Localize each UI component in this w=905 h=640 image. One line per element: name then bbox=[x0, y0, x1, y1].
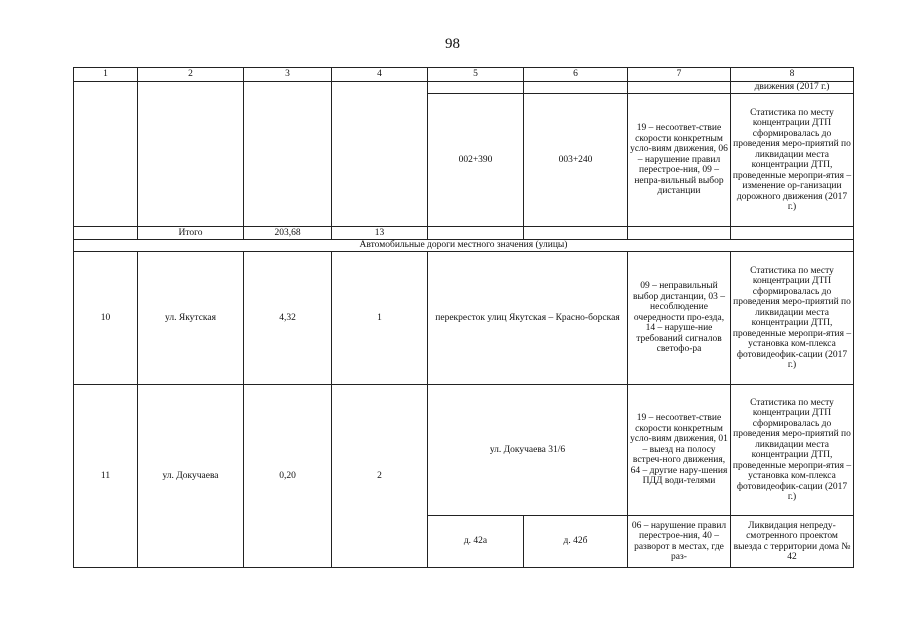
table-row bbox=[74, 252, 854, 385]
measures-cell: Статистика по месту концентрации ДТП сформировалась до проведения меро-приятий по ликвидации места концентрации ДТП, проведенные меропри-ятия – изменение ор-ганизации дорожного движения (2017 г.) bbox=[731, 94, 854, 227]
street-name: ул. Якутская bbox=[138, 252, 244, 385]
table-cell bbox=[524, 227, 628, 240]
from-cell: д. 42а bbox=[428, 516, 524, 568]
table-cell bbox=[428, 227, 524, 240]
table-cell bbox=[428, 82, 524, 94]
measures-cell: Статистика по месту концентрации ДТП сформировалась до проведения меро-приятий по ликвидации места концентрации ДТП, проведенные меропри-ятия – установка ком-плекса фотовидеофик-сации (2017 г.) bbox=[731, 252, 854, 385]
measures-cell: Статистика по месту концентрации ДТП сформировалась до проведения меро-приятий по ликвидации места концентрации ДТП, проведенные меропри-ятия – установка ком-плекса фотовидеофик-сации (2017 г.) bbox=[731, 385, 854, 516]
header-row bbox=[74, 68, 854, 82]
total-label: Итого bbox=[138, 227, 244, 240]
table-row bbox=[74, 385, 854, 516]
col-header-5: 5 bbox=[428, 68, 524, 82]
col-header-1: 1 bbox=[74, 68, 138, 82]
total-length: 203,68 bbox=[244, 227, 332, 240]
table-cell bbox=[138, 82, 244, 227]
to-cell: 003+240 bbox=[524, 94, 628, 227]
violations-cell: 19 – несоответ-ствие скорости конкретным усло-виям движения, 01 – выезд на полосу встреч-ного движения, 64 – другие нару-шения ПДД води-телями bbox=[628, 385, 731, 516]
table-cell bbox=[74, 227, 138, 240]
violations-cell: 06 – нарушение правил перестрое-ния, 40 – разворот в местах, где раз- bbox=[628, 516, 731, 568]
table-cell bbox=[74, 82, 138, 227]
table-cell bbox=[731, 227, 854, 240]
table-cell bbox=[524, 82, 628, 94]
location-cell: ул. Докучаева 31/6 bbox=[428, 385, 628, 516]
col-header-6: 6 bbox=[524, 68, 628, 82]
row-number: 11 bbox=[74, 385, 138, 568]
table-cell bbox=[628, 82, 731, 94]
location-cell: перекресток улиц Якутская – Красно-борская bbox=[428, 252, 628, 385]
col-header-4: 4 bbox=[332, 68, 428, 82]
measures-cell: Ликвидация непреду-смотренного проектом выезда с территории дома № 42 bbox=[731, 516, 854, 568]
street-name: ул. Докучаева bbox=[138, 385, 244, 568]
accident-count: 1 bbox=[332, 252, 428, 385]
to-cell: д. 42б bbox=[524, 516, 628, 568]
violations-cell: 09 – неправильный выбор дистанции, 03 – несоблюдение очередности про-езда, 14 – наруше-ние требований сигналов светофо-ра bbox=[628, 252, 731, 385]
road-safety-table bbox=[73, 67, 854, 568]
col-header-2: 2 bbox=[138, 68, 244, 82]
road-length: 0,20 bbox=[244, 385, 332, 568]
table-row bbox=[74, 82, 854, 94]
total-row bbox=[74, 227, 854, 240]
page-number: 98 bbox=[445, 36, 460, 52]
total-count: 13 bbox=[332, 227, 428, 240]
from-cell: 002+390 bbox=[428, 94, 524, 227]
accident-count: 2 bbox=[332, 385, 428, 568]
road-length: 4,32 bbox=[244, 252, 332, 385]
section-row bbox=[74, 240, 854, 252]
table-cell bbox=[628, 227, 731, 240]
col-header-7: 7 bbox=[628, 68, 731, 82]
col-header-8: 8 bbox=[731, 68, 854, 82]
violations-cell: 19 – несоответ-ствие скорости конкретным усло-виям движения, 06 – нарушение правил перестрое-ния, 09 – непра-вильный выбор дистанции bbox=[628, 94, 731, 227]
table-cell bbox=[332, 82, 428, 227]
row-number: 10 bbox=[74, 252, 138, 385]
col-header-3: 3 bbox=[244, 68, 332, 82]
measures-cell: движения (2017 г.) bbox=[731, 82, 854, 94]
section-title: Автомобильные дороги местного значения (улицы) bbox=[74, 240, 854, 252]
table-cell bbox=[244, 82, 332, 227]
